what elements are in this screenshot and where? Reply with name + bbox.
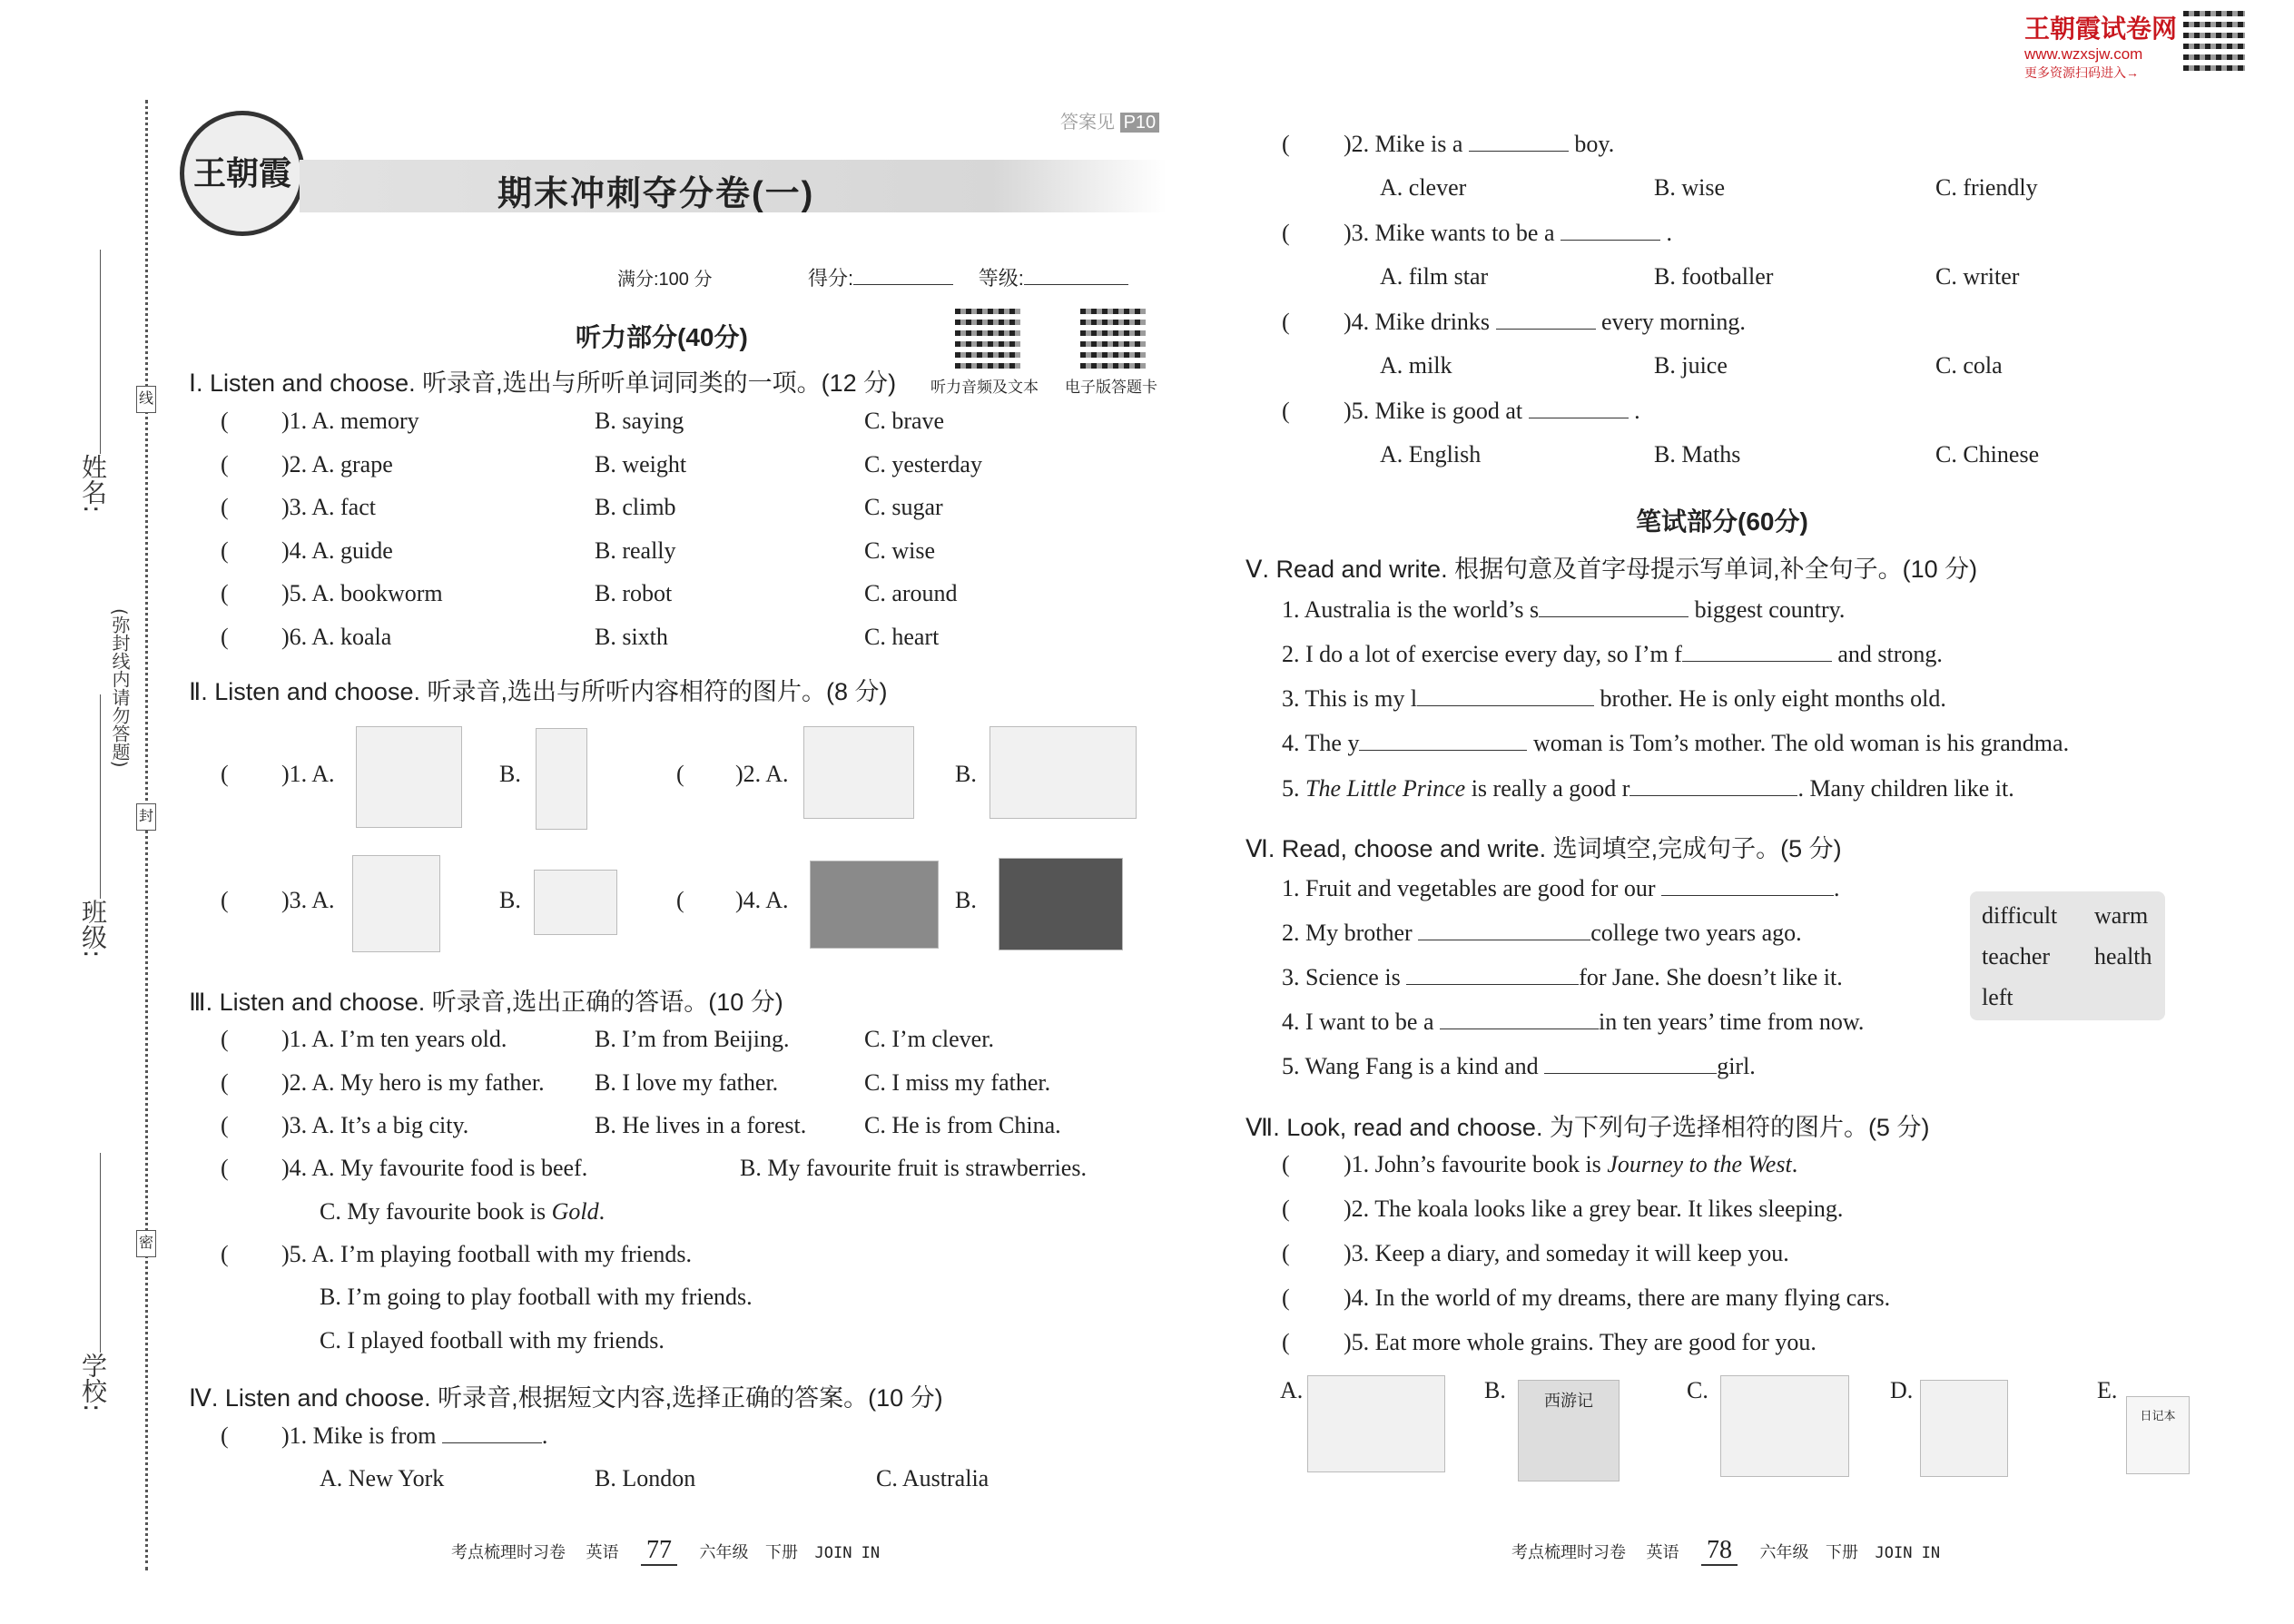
s5-blank[interactable]	[1359, 730, 1527, 751]
score-label: 得分:	[808, 267, 854, 290]
s5-question	[1282, 639, 1943, 670]
s5-question-end: biggest country.	[1694, 596, 1846, 623]
s3-q4-paren: (	[221, 1155, 229, 1181]
s4-option-a: A. English	[1380, 441, 1482, 468]
s6-question-text: 4. I want to be a	[1282, 1009, 1434, 1035]
s6-question	[1282, 873, 1840, 904]
page-title: 期末冲刺夺分卷(一)	[497, 175, 815, 213]
s3-option-a: )2. A. My hero is my father.	[281, 1068, 545, 1096]
name-label: 姓名:	[78, 454, 108, 514]
plane-boy-image[interactable]	[356, 726, 462, 828]
s3-option-c: C. I’m clever.	[864, 1026, 994, 1052]
s4-question	[1344, 307, 1746, 338]
flying-cars-image[interactable]	[1720, 1375, 1849, 1477]
s3-option-b: B. I’m from Beijing.	[595, 1026, 790, 1052]
s6-blank[interactable]	[1406, 964, 1579, 985]
s6-question-text: 5. Wang Fang is a kind and	[1282, 1053, 1539, 1079]
s6-question-end: for Jane. She doesn’t like it.	[1579, 964, 1843, 990]
s1-option-a: )1. A. memory	[281, 408, 419, 434]
brand-qr-code-icon[interactable]	[2183, 9, 2245, 71]
s4-question-end: .	[1666, 220, 1673, 246]
grade-field[interactable]	[1024, 264, 1128, 285]
s7-question: )2. The koala looks like a grey bear. It likes sleeping.	[1344, 1196, 1844, 1222]
s5-question-end: woman is Tom’s mother. The old woman is his grandma.	[1532, 730, 2070, 756]
logo-text: 王朝霞	[192, 155, 291, 192]
footer-book: 考点梳理时习卷	[451, 1543, 566, 1561]
s3-q5-c: C. I played football with my friends.	[320, 1327, 665, 1353]
s6-question	[1282, 1007, 1864, 1038]
s3-q4-c: C. My favourite book is Gold.	[320, 1198, 605, 1225]
s6-question	[1282, 1051, 1756, 1082]
qr-label-audio: 听力音频及文本	[930, 379, 1039, 396]
s4-option-c: C. writer	[1935, 263, 2020, 290]
s3-option-c: C. I miss my father.	[864, 1068, 1051, 1096]
apples-image[interactable]	[352, 855, 440, 952]
section-2-title: Ⅱ. Listen and choose. 听录音,选出与所听内容相符的图片。(8 分)	[189, 678, 888, 705]
s5-question	[1282, 595, 1845, 625]
s6-question-text: 3. Science is	[1282, 964, 1401, 990]
book-image[interactable]	[1518, 1380, 1620, 1481]
brand-url[interactable]: www.wzxsjw.com	[2024, 45, 2143, 63]
qr-label-card: 电子版答题卡	[1065, 379, 1157, 396]
full-score: 满分:100 分	[617, 270, 713, 290]
s5-question-text: 3. This is my l	[1282, 685, 1418, 712]
s4-question-text: )4. Mike drinks	[1344, 309, 1491, 335]
s5-question	[1282, 684, 1946, 714]
diary-label: 日记本	[2140, 1410, 2176, 1423]
binder-mark-3: 密	[136, 1230, 156, 1257]
s2-q1-paren: (	[221, 761, 229, 787]
answer-ref-page: P10	[1120, 113, 1160, 133]
s1-paren: (	[221, 580, 229, 606]
s1-option-c: C. around	[864, 580, 958, 606]
s4-option-a: A. film star	[1380, 263, 1489, 290]
s4-blank[interactable]	[1496, 309, 1596, 330]
s6-question-end: college two years ago.	[1590, 920, 1802, 946]
s1-option-c: C. heart	[864, 623, 940, 650]
listening-heading: 听力部分(40分)	[576, 323, 748, 351]
s2-q4-b: B.	[955, 887, 977, 913]
diary-image[interactable]	[2126, 1396, 2190, 1474]
s7-paren: (	[1282, 1329, 1290, 1355]
s4-question-text: )2. Mike is a	[1344, 131, 1463, 157]
answer-card-qr-code-icon[interactable]	[1080, 303, 1146, 369]
s2-q4-paren: (	[676, 887, 684, 913]
s4-q1-paren: (	[221, 1422, 229, 1449]
s4-q1-a: A. New York	[320, 1465, 445, 1491]
footer-edition: JOIN IN	[814, 1544, 881, 1562]
s5-question-end: and strong.	[1837, 641, 1943, 667]
s4-paren: (	[1282, 220, 1290, 246]
s1-option-b: B. climb	[595, 494, 676, 520]
brand-header	[2024, 9, 2188, 82]
footer-grade: 六年级	[1759, 1543, 1809, 1561]
footer-edition: JOIN IN	[1875, 1544, 1941, 1562]
s4-q1-b: B. London	[595, 1465, 696, 1491]
s7-q1-paren: (	[1282, 1151, 1290, 1177]
s6-question	[1282, 962, 1843, 993]
section-1-title: Ⅰ. Listen and choose. 听录音,选出与所听单词同类的一项。(12 分)	[189, 369, 897, 397]
section-7-title: Ⅶ. Look, read and choose. 为下列句子选择相符的图片。(5 分)	[1245, 1114, 1930, 1141]
s1-option-c: C. wise	[864, 536, 935, 564]
s4-option-a: A. milk	[1380, 352, 1452, 379]
s4-option-c: C. friendly	[1935, 174, 2038, 201]
s6-question-end: in ten years’ time from now.	[1599, 1009, 1865, 1035]
logo-badge	[180, 111, 305, 236]
s7-q1-text: )1. John’s favourite book is	[1344, 1151, 1608, 1177]
s1-option-b: B. weight	[595, 450, 687, 477]
s1-paren: (	[221, 408, 229, 434]
s4-option-b: B. footballer	[1654, 263, 1774, 290]
s4-question	[1344, 129, 1614, 160]
grade-label: 等级:	[978, 267, 1024, 290]
s6-question-end: .	[1834, 875, 1840, 901]
s4-q1-blank[interactable]	[442, 1422, 542, 1443]
s7-label-d: D.	[1890, 1377, 1914, 1403]
s1-paren: (	[221, 450, 229, 477]
s6-question-text: 2. My brother	[1282, 920, 1413, 946]
s6-blank[interactable]	[1440, 1009, 1599, 1029]
s7-question: )5. Eat more whole grains. They are good for you.	[1344, 1329, 1816, 1355]
s4-option-c: C. Chinese	[1935, 441, 2040, 468]
s5-blank[interactable]	[1682, 641, 1832, 662]
s4-question-text: )3. Mike wants to be a	[1344, 220, 1555, 246]
s4-question	[1344, 218, 1672, 249]
s5-q5	[1282, 773, 2014, 804]
s1-option-a: )3. A. fact	[281, 494, 376, 520]
s4-q1: )1. Mike is from .	[281, 1422, 548, 1449]
s2-q3-paren: (	[221, 887, 229, 913]
section-4-title: Ⅳ. Listen and choose. 听录音,根据短文内容,选择正确的答案。(10 分)	[189, 1384, 943, 1412]
name-field[interactable]	[100, 250, 101, 454]
s4-question	[1344, 396, 1640, 427]
s3-q4-c-text: C. My favourite book is	[320, 1198, 552, 1225]
s1-option-b: B. saying	[595, 408, 684, 434]
s5-question-text: 1. Australia is the world’s s	[1282, 596, 1540, 623]
s1-option-b: B. sixth	[595, 623, 668, 650]
s5-blank[interactable]	[1417, 685, 1594, 706]
s3-q5-b: B. I’m going to play football with my friends.	[320, 1284, 753, 1310]
s2-q1: )1. A.	[281, 761, 335, 787]
right-footer	[1511, 1536, 1940, 1565]
footer-page-number: 77	[641, 1536, 677, 1566]
word-bank-word-2: warm	[2094, 902, 2149, 929]
score-field[interactable]	[853, 264, 953, 285]
s1-paren: (	[221, 623, 229, 650]
s1-option-c: C. brave	[864, 408, 945, 434]
brand-tagline: 更多资源扫码进入→	[2024, 65, 2139, 80]
word-bank-word-4: health	[2094, 943, 2152, 969]
s4-option-b: B. wise	[1654, 174, 1725, 201]
s4-option-c: C. cola	[1935, 352, 2003, 379]
s2-q2-b: B.	[955, 761, 977, 787]
s3-option-b: B. He lives in a forest.	[595, 1112, 807, 1138]
s5-q5-title: The Little Prince	[1305, 775, 1466, 802]
footer-page-number: 78	[1701, 1536, 1738, 1566]
farmer-photo-image[interactable]	[810, 861, 939, 949]
s5-blank[interactable]	[1539, 596, 1689, 617]
s5-question-text: 4. The y	[1282, 730, 1360, 756]
footer-subject: 英语	[586, 1543, 619, 1561]
s3-q4-a: )4. A. My favourite food is beef.	[281, 1155, 588, 1181]
s4-option-b: B. Maths	[1654, 441, 1741, 468]
s3-option-b: B. I love my father.	[595, 1068, 779, 1096]
s6-blank[interactable]	[1661, 875, 1834, 896]
s6-question	[1282, 918, 1802, 949]
s3-paren: (	[221, 1112, 229, 1138]
book-title: 西游记	[1544, 1392, 1593, 1410]
s1-option-b: B. really	[595, 536, 676, 564]
s4-question-end: .	[1634, 398, 1640, 424]
audio-qr-code-icon[interactable]	[955, 303, 1020, 369]
s1-paren: (	[221, 494, 229, 520]
s2-q3-b: B.	[499, 887, 521, 913]
s1-paren: (	[221, 536, 229, 564]
s7-label-a: A.	[1280, 1377, 1304, 1403]
section-6-title: Ⅵ. Read, choose and write. 选词填空,完成句子。(5 分)	[1245, 835, 1842, 862]
s7-paren: (	[1282, 1284, 1290, 1311]
s5-question-end: brother. He is only eight months old.	[1600, 685, 1946, 712]
s4-question-end: every morning.	[1601, 309, 1746, 335]
pagoda-image[interactable]	[803, 726, 914, 819]
s2-q2-paren: (	[676, 761, 684, 787]
s3-paren: (	[221, 1068, 229, 1096]
s4-q1-text: )1. Mike is from	[281, 1422, 437, 1449]
s5-question-text: 2. I do a lot of exercise every day, so I’m f	[1282, 641, 1682, 667]
s4-blank[interactable]	[1529, 398, 1629, 418]
s1-option-c: C. yesterday	[864, 450, 982, 477]
s2-q1-b: B.	[499, 761, 521, 787]
footer-term: 下册	[1826, 1543, 1858, 1561]
s7-label-b: B.	[1484, 1377, 1506, 1403]
s3-option-a: )1. A. I’m ten years old.	[281, 1026, 507, 1052]
s7-label-e: E.	[2097, 1377, 2118, 1403]
s2-q4: )4. A.	[735, 887, 789, 913]
binder-mark-1: 线	[136, 386, 156, 413]
s6-blank[interactable]	[1418, 920, 1590, 940]
bread-corn-image[interactable]	[1307, 1375, 1445, 1472]
s1-option-a: )2. A. grape	[281, 450, 393, 477]
binding-line	[145, 100, 148, 1570]
binder-notice: (弥封线内请勿答题)	[109, 608, 131, 768]
s6-blank[interactable]	[1544, 1053, 1717, 1074]
s4-blank[interactable]	[1469, 131, 1569, 152]
s2-q2: )2. A.	[735, 761, 789, 787]
binder-mark-2: 封	[136, 803, 156, 831]
score-line	[617, 263, 1128, 291]
s5-question	[1282, 728, 2069, 759]
s4-option-b: B. juice	[1654, 352, 1728, 379]
s2-q3: )3. A.	[281, 887, 335, 913]
s1-option-c: C. sugar	[864, 494, 943, 520]
class-label: 班级:	[78, 899, 108, 959]
s7-q1: )1. John’s favourite book is Journey to the West.	[1344, 1151, 1798, 1177]
s3-q4-b: B. My favourite fruit is strawberries.	[740, 1155, 1087, 1181]
s4-option-a: A. clever	[1380, 174, 1467, 201]
footer-book: 考点梳理时习卷	[1511, 1543, 1626, 1561]
answer-reference	[1060, 107, 1159, 133]
s4-q1-c: C. Australia	[876, 1465, 989, 1491]
s3-q5-paren: (	[221, 1241, 229, 1267]
footer-grade: 六年级	[699, 1543, 749, 1561]
bananas-image[interactable]	[534, 870, 617, 935]
s7-question: )3. Keep a diary, and someday it will keep you.	[1344, 1240, 1789, 1266]
s3-option-a: )3. A. It’s a big city.	[281, 1112, 469, 1138]
s3-q5-a: )5. A. I’m playing football with my friends.	[281, 1241, 693, 1267]
boy-standing-image[interactable]	[536, 728, 587, 830]
section-5-title: Ⅴ. Read and write. 根据句意及首字母提示写单词,补全句子。(10 分)	[1245, 556, 1978, 583]
s7-paren: (	[1282, 1240, 1290, 1266]
class-field[interactable]	[100, 694, 101, 899]
koala-image[interactable]	[1920, 1380, 2008, 1477]
word-bank-word-1: difficult	[1982, 902, 2058, 929]
s4-paren: (	[1282, 131, 1290, 157]
section-3-title: Ⅲ. Listen and choose. 听录音,选出正确的答语。(10 分)	[189, 989, 783, 1016]
s7-question: )4. In the world of my dreams, there are many flying cars.	[1344, 1284, 1891, 1311]
school-label: 学校:	[78, 1353, 108, 1412]
s1-option-a: )6. A. koala	[281, 623, 392, 650]
s6-question-end: girl.	[1717, 1053, 1756, 1079]
s3-paren: (	[221, 1026, 229, 1052]
girl-writing-photo-image[interactable]	[999, 858, 1123, 950]
s7-q1-title: Journey to the West	[1607, 1151, 1792, 1177]
s1-option-a: )4. A. guide	[281, 536, 393, 564]
writing-heading: 笔试部分(60分)	[1636, 507, 1808, 536]
s3-q4-c-title: Gold	[551, 1198, 599, 1225]
s4-paren: (	[1282, 398, 1290, 424]
footer-subject: 英语	[1646, 1543, 1679, 1561]
s1-option-b: B. robot	[595, 580, 673, 606]
brand-name: 王朝霞试卷网	[2024, 15, 2178, 43]
answer-ref-label: 答案见	[1060, 113, 1115, 133]
word-bank-word-3: teacher	[1982, 943, 2051, 969]
s1-option-a: )5. A. bookworm	[281, 580, 443, 606]
city-skyline-image[interactable]	[989, 726, 1137, 819]
word-bank-word-5: left	[1982, 984, 2013, 1010]
s7-paren: (	[1282, 1196, 1290, 1222]
s3-option-c: C. He is from China.	[864, 1112, 1061, 1138]
s5-q5-blank[interactable]	[1629, 775, 1797, 796]
s5-q5-end: . Many children like it.	[1797, 775, 2014, 802]
s7-label-c: C.	[1687, 1377, 1708, 1403]
s4-blank[interactable]	[1561, 220, 1660, 241]
school-field[interactable]	[100, 1153, 101, 1353]
s4-question-end: boy.	[1574, 131, 1615, 157]
s4-question-text: )5. Mike is good at	[1344, 398, 1523, 424]
s5-q5-num: 5.	[1282, 775, 1305, 802]
left-footer	[451, 1536, 880, 1565]
s6-question-text: 1. Fruit and vegetables are good for our	[1282, 875, 1656, 901]
footer-term: 下册	[765, 1543, 798, 1561]
s5-q5-text: is really a good r	[1465, 775, 1630, 802]
s4-paren: (	[1282, 309, 1290, 335]
